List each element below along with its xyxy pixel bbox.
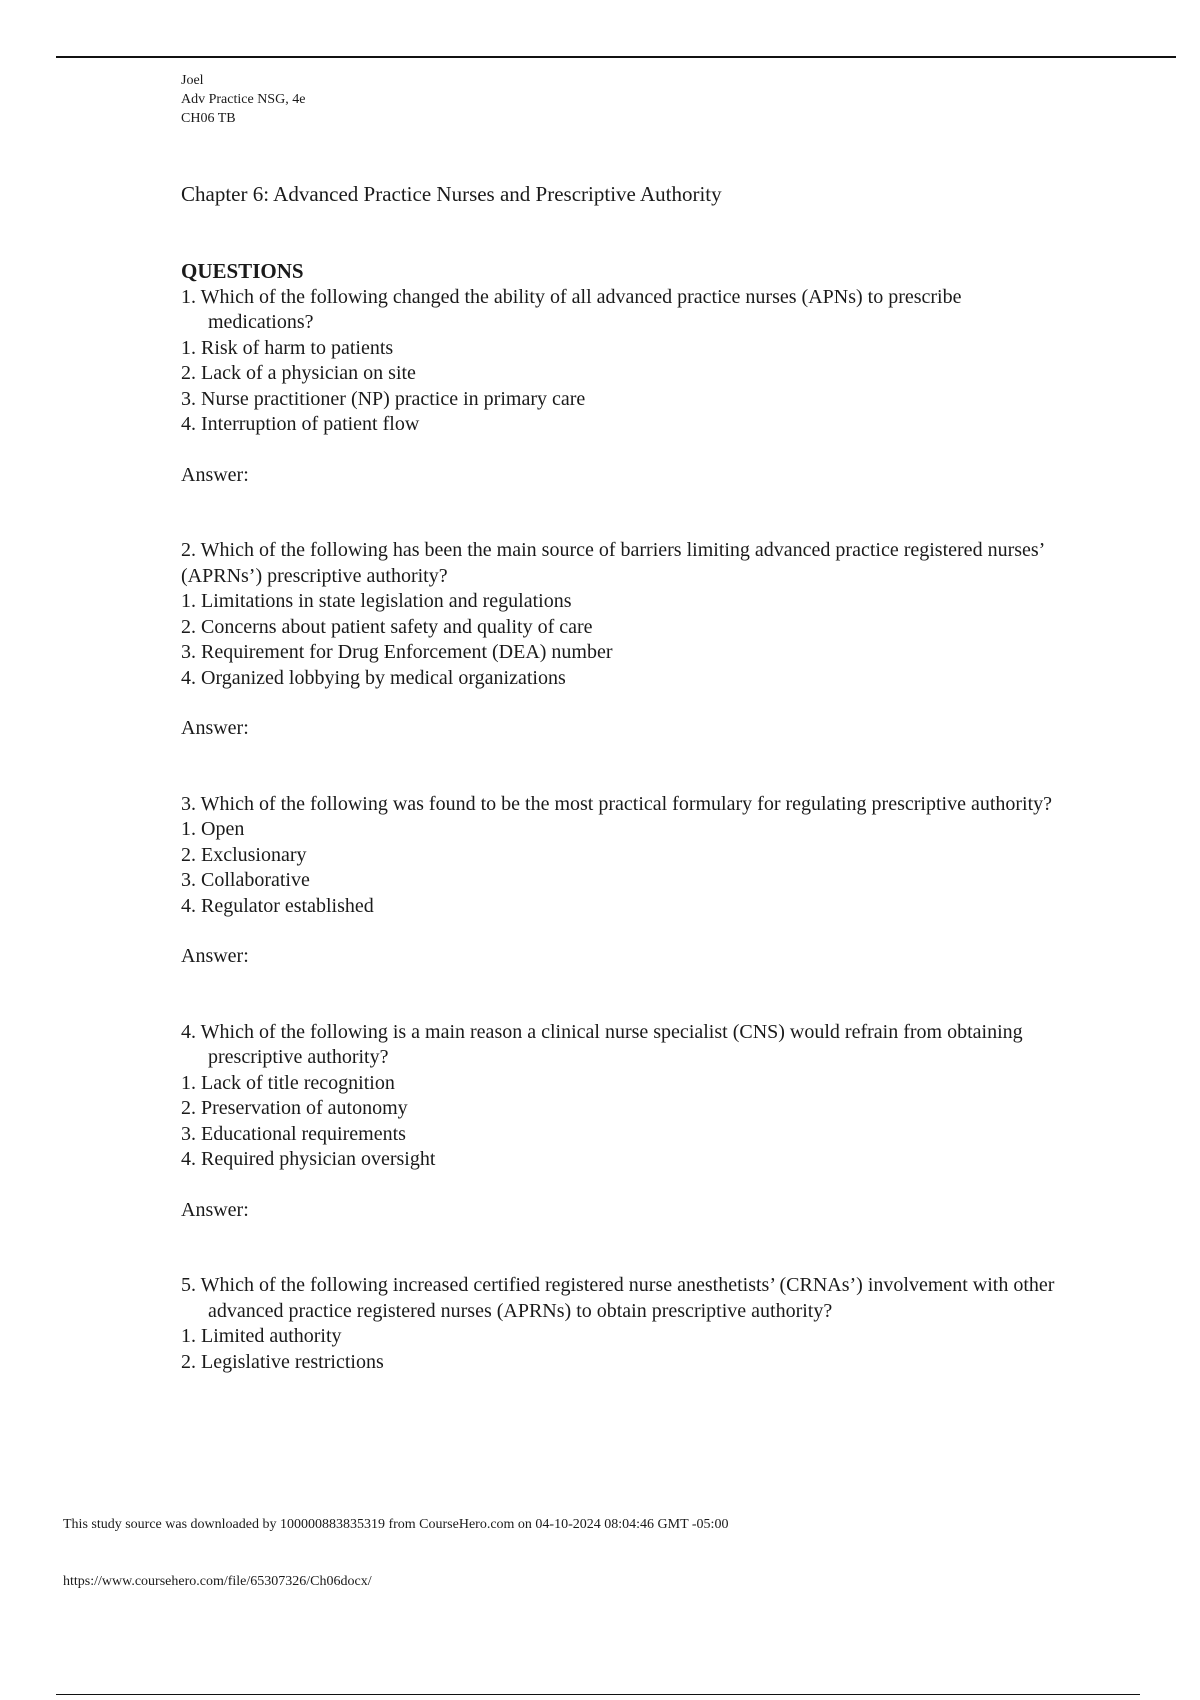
option: 1. Open [181,818,245,840]
option: 2. Concerns about patient safety and quality of care [181,615,593,638]
option: 4. Organized lobbying by medical organizations [181,666,566,689]
option: 4. Interruption of patient flow [181,413,420,435]
question-text: 5. Which of the following increased certified registered nurse anesthetists’ (CRNAs’) involvement with other advanced practice registered nurses (APRNs) to obtain prescriptive authority? [181,1274,1055,1322]
option: 4. Required physician oversight [181,1148,436,1170]
question-1 [181,285,1061,489]
option: 2. Preservation of autonomy [181,1097,408,1119]
chapter-title: Chapter 6: Advanced Practice Nurses and Prescriptive Authority [181,182,722,206]
answer-label: Answer: [181,717,249,739]
option: 2. Lack of a physician on site [181,362,416,384]
option-list [181,1324,1061,1375]
bottom-rule [56,1694,1140,1695]
question-text: 1. Which of the following changed the ability of all advanced practice nurses (APNs) to prescribe medications? [181,285,962,333]
option: 4. Regulator established [181,894,374,917]
answer-label: Answer: [181,1198,249,1221]
question-text: 3. Which of the following was found to be the most practical formulary for regulating prescriptive authority? [181,792,1053,815]
option-list [181,336,1061,438]
question-3 [181,792,1061,970]
question-4 [181,1020,1061,1224]
header-author: Joel [181,73,204,88]
questions-section [181,259,1061,1375]
option: 3. Collaborative [181,869,310,891]
option: 3. Requirement for Drug Enforcement (DEA) number [181,641,613,663]
question-2 [181,538,1061,742]
question-text: 4. Which of the following is a main reason a clinical nurse specialist (CNS) would refrain from obtaining prescriptive authority? [181,1020,1023,1068]
top-rule [56,56,1176,58]
option-list [181,589,1061,691]
header-chapter-code: CH06 TB [181,111,236,126]
question-5 [181,1273,1061,1375]
option-list [181,1071,1061,1173]
questions-heading: QUESTIONS [181,259,304,283]
option: 1. Limitations in state legislation and regulations [181,590,572,612]
option: 1. Lack of title recognition [181,1071,395,1094]
option: 3. Educational requirements [181,1122,406,1145]
option: 2. Exclusionary [181,843,307,866]
document-header [181,71,305,128]
source-url[interactable]: https://www.coursehero.com/file/65307326/Ch06docx/ [63,1574,372,1589]
option: 1. Limited authority [181,1325,342,1347]
option: 3. Nurse practitioner (NP) practice in primary care [181,387,586,410]
question-text: 2. Which of the following has been the main source of barriers limiting advanced practice registered nurses’ (APRNs’) prescriptive authority? [181,539,1044,587]
answer-label: Answer: [181,945,249,967]
answer-label: Answer: [181,463,249,486]
option: 1. Risk of harm to patients [181,336,394,359]
download-source-note: This study source was downloaded by 100000883835319 from CourseHero.com on 04-10-2024 08:04:46 GMT -05:00 [63,1517,729,1532]
option-list [181,817,1061,919]
option: 2. Legislative restrictions [181,1350,384,1373]
header-book: Adv Practice NSG, 4e [181,92,306,107]
